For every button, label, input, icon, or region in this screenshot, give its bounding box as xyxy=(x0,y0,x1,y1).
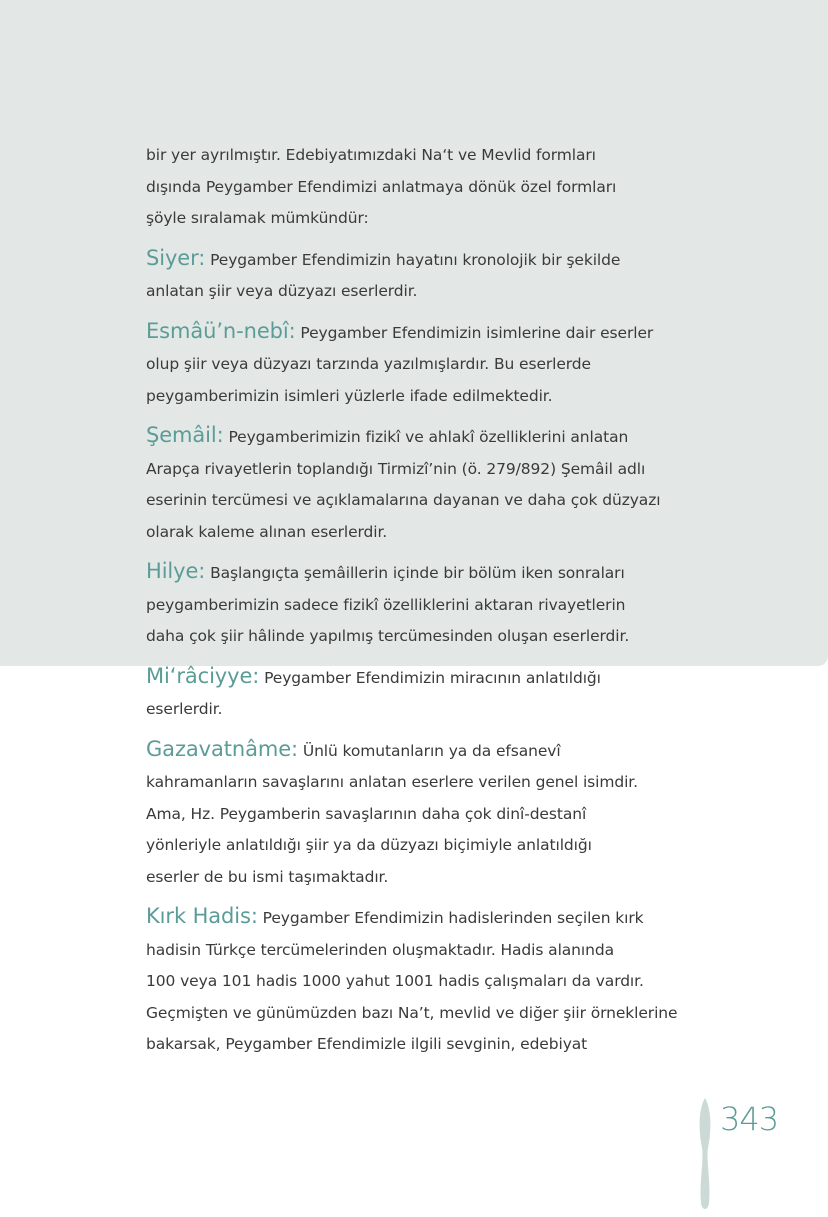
entry-kirk-hadis xyxy=(146,901,706,1061)
entry-miraciyye xyxy=(146,661,706,726)
text-line: eserinin tercümesi ve açıklamalarına dayanan ve daha çok düzyazı xyxy=(146,491,661,509)
text-line: peygamberimizin sadece fizikî özelliklerini aktaran rivayetlerin xyxy=(146,595,626,614)
term-heading: Hilye: xyxy=(146,559,206,583)
text-line: şöyle sıralamak mümkündür: xyxy=(146,209,369,227)
term-heading: Kırk Hadis: xyxy=(146,904,258,928)
term-heading: Gazavatnâme: xyxy=(146,736,298,761)
page-ornament xyxy=(696,1098,714,1217)
text-line: Ama, Hz. Peygamberin savaşlarının daha çok dinî-destanî xyxy=(146,804,587,823)
term-heading: Mi‘râciyye: xyxy=(146,663,260,688)
text-line: anlatan şiir veya düzyazı eserlerdir. xyxy=(146,282,418,300)
text-line: Arapça rivayetlerin toplandığı Tirmizî’nin (ö. 279/892) Şemâil adlı xyxy=(146,459,646,478)
text-line: eserlerdir. xyxy=(146,700,223,718)
text-line: Geçmişten ve günümüzden bazı Na’t, mevlid ve diğer şiir örneklerine xyxy=(146,1003,678,1022)
term-heading: Siyer: xyxy=(146,245,206,270)
text-line: daha çok şiir hâlinde yapılmış tercümesinden oluşan eserlerdir. xyxy=(146,627,630,645)
text-line: eserler de bu ismi taşımaktadır. xyxy=(146,867,389,886)
text-line: olup şiir veya düzyazı tarzında yazılmışlardır. Bu eserlerde xyxy=(146,355,591,373)
entry-esmaun-nebi xyxy=(146,316,706,413)
term-heading: Şemâil: xyxy=(146,423,224,447)
text-line: kahramanların savaşlarını anlatan eserlere verilen genel isimdir. xyxy=(146,773,638,791)
entry-semail xyxy=(146,420,706,548)
text-line: Peygamber Efendimizin miracının anlatıldığı xyxy=(259,668,601,687)
page-body xyxy=(146,140,706,1069)
text-line: hadisin Türkçe tercümelerinden oluşmaktadır. Hadis alanında xyxy=(146,940,614,959)
ornament-shape xyxy=(700,1098,711,1209)
term-heading: Esmâü’n-nebî: xyxy=(146,318,296,343)
entry-gazavatname xyxy=(146,734,706,894)
entry-hilye xyxy=(146,556,706,653)
text-line: Peygamber Efendimizin hadislerinden seçilen kırk xyxy=(257,909,644,927)
text-line: Peygamberimizin fizikî ve ahlakî özelliklerini anlatan xyxy=(223,428,629,446)
text-line: Başlangıçta şemâillerin içinde bir bölüm iken sonraları xyxy=(205,564,625,582)
text-line: Peygamber Efendimizin hayatını kronolojik bir şekilde xyxy=(205,250,621,269)
text-line: peygamberimizin isimleri yüzlerle ifade edilmektedir. xyxy=(146,386,553,405)
text-line: yönleriyle anlatıldığı şiir ya da düzyazı biçimiyle anlatıldığı xyxy=(146,836,592,854)
text-line: bakarsak, Peygamber Efendimizle ilgili sevginin, edebiyat xyxy=(146,1035,588,1053)
text-line: 100 veya 101 hadis 1000 yahut 1001 hadis çalışmaları da vardır. xyxy=(146,972,644,990)
text-line: Ünlü komutanların ya da efsanevî xyxy=(298,741,561,760)
entry-siyer xyxy=(146,243,706,308)
text-line: bir yer ayrılmıştır. Edebiyatımızdaki Na‘t ve Mevlid formları xyxy=(146,146,596,164)
text-line: Peygamber Efendimizin isimlerine dair eserler xyxy=(295,323,654,342)
text-line: dışında Peygamber Efendimizi anlatmaya dönük özel formları xyxy=(146,177,617,196)
intro-paragraph xyxy=(146,140,706,235)
page-number: 343 xyxy=(720,1100,779,1138)
text-line: olarak kaleme alınan eserlerdir. xyxy=(146,522,388,541)
